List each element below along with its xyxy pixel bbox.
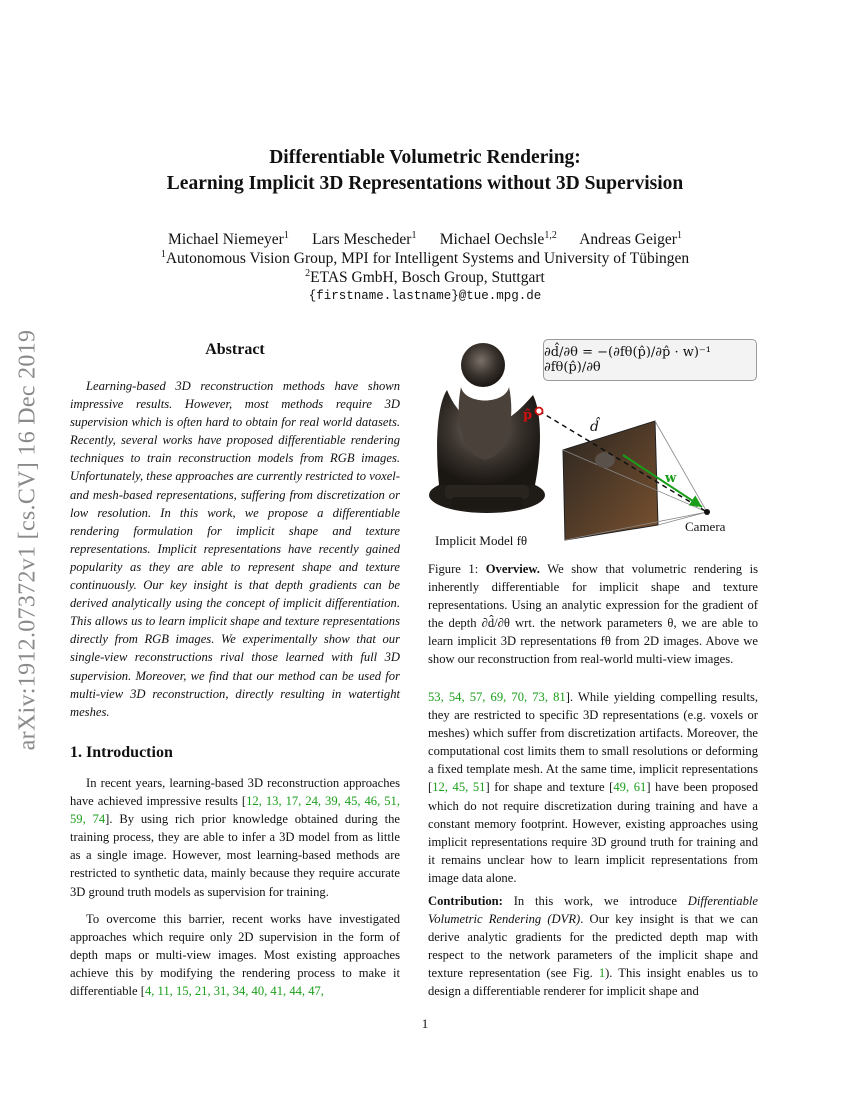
author-name: Lars Mescheder	[312, 231, 412, 249]
affiliation-text: ETAS GmbH, Bosch Group, Stuttgart	[310, 269, 545, 287]
intro-paragraph-1	[70, 774, 400, 901]
citation-link[interactable]: 53, 54, 57, 69, 70, 73, 81	[428, 690, 566, 704]
author-affil-sup: 1	[283, 230, 289, 241]
label-point-p: p̂	[523, 408, 533, 423]
statue-model	[429, 343, 545, 513]
author-name: Andreas Geiger	[579, 231, 677, 249]
affiliation-sup: 2	[305, 268, 311, 279]
camera-center-dot	[704, 509, 710, 515]
equation-text: ∂d̂/∂θ = −(∂fθ(p̂)/∂p̂ · w)⁻¹ ∂fθ(p̂)/∂θ	[544, 345, 712, 375]
paragraph-heading: Contribution:	[428, 894, 503, 908]
citation-link[interactable]: 49, 61	[613, 780, 647, 795]
intro-text: ]. By using rich prior knowledge obtained during the training process, they are able to infer a 3D model from as little as a single image. However, most learning-based methods are restricted to synthetic data, mainly because they require accurate 3D ground truth models as supervision for training.	[70, 812, 400, 899]
body-text: ] for shape and texture [	[485, 780, 614, 795]
surface-point-marker	[536, 408, 543, 415]
paper-title-line-2: Learning Implicit 3D Representations without 3D Supervision	[166, 173, 684, 194]
figure-reference-link[interactable]: 1	[598, 966, 606, 981]
figure-1-caption	[428, 560, 758, 669]
body-text: ] have been proposed which do not require discretization during training and have a constant memory footprint. However, existing approaches using implicit representations require 3D ground truth for training and it remains unclear how to learn implicit representations from image data alone.	[428, 780, 759, 885]
citation-link[interactable]: 4, 11, 15, 21, 31, 34, 40, 41, 44, 47,	[144, 984, 324, 999]
arxiv-sidebar-stamp	[6, 290, 50, 790]
right-column-paragraph-1	[428, 688, 758, 887]
caption-title: Overview.	[485, 562, 540, 576]
author-name: Michael Oechsle	[439, 231, 545, 249]
label-implicit-model: Implicit Model fθ	[435, 533, 528, 548]
body-text: In this work, we introduce	[513, 894, 677, 908]
contribution-paragraph	[428, 892, 758, 1001]
label-depth-d: d̂	[590, 419, 599, 435]
intro-text: In recent years, learning-based 3D reconstruction approaches have achieved impressive results [	[70, 776, 400, 809]
arxiv-identifier: arXiv:1912.07372v1 [cs.CV] 16 Dec 2019	[14, 329, 41, 751]
author-affil-sup: 1,2	[544, 230, 557, 241]
affiliation-text: Autonomous Vision Group, MPI for Intelligent Systems and University of Tübingen	[165, 250, 690, 268]
depth-gradient-equation	[543, 339, 757, 381]
body-text: . Our key insight is that we can derive analytic gradients for the predicted depth map with respect to the network parameters of the implicit shape and texture representation (see Fig.	[428, 912, 758, 981]
section-heading-introduction: 1. Introduction	[70, 744, 173, 761]
intro-paragraph-2	[70, 910, 400, 1000]
caption-prefix: Figure 1:	[428, 562, 479, 576]
caption-text: We show that volumetric rendering is inherently differentiable for implicit shape and texture representations. Using an analytic expression for the gradient of the depth ∂d̂/∂θ wrt. the network parameters θ, we are able to learn implicit 3D representations fθ from 2D images. Above we show our reconstruction from real-world multi-view images.	[428, 562, 758, 667]
intro-text: To overcome this barrier, recent works have investigated approaches which require only 2D supervision in the form of depth maps or multi-view images. Most existing approaches achieve this by modifying the rendering process to make it differentiable [	[70, 912, 400, 999]
author-affil-sup: 1	[676, 230, 682, 241]
page-number: 1	[421, 1016, 429, 1031]
method-name: Differentiable Volumetric Rendering (DVR)	[428, 894, 758, 927]
abstract-heading: Abstract	[205, 341, 265, 358]
contact-email: {firstname.lastname}@tue.mpg.de	[308, 289, 542, 303]
label-ray-w: w	[665, 471, 677, 486]
author-name: Michael Niemeyer	[168, 231, 284, 249]
citation-link[interactable]: 12, 13, 17, 24, 39, 45, 46, 51, 59, 74	[70, 794, 400, 827]
label-camera: Camera	[685, 519, 726, 534]
body-text: ]. While yielding compelling results, they are restricted to specific 3D representations (e.g. voxels or meshes) which suffer from discretization artifacts. Moreover, the computational cost limits them to small resolutions or deforming a fixed template mesh. At the same time, implicit representations [	[428, 690, 758, 795]
affiliation-2	[0, 264, 850, 288]
affiliation-sup: 1	[160, 249, 166, 260]
author-affil-sup: 1	[411, 230, 417, 241]
citation-link[interactable]: 12, 45, 51	[432, 780, 486, 795]
body-text: ). This insight enables us to design a differentiable renderer for implicit shape and	[428, 966, 759, 999]
paper-title-line-1: Differentiable Volumetric Rendering:	[269, 147, 581, 168]
abstract-body: Learning-based 3D reconstruction methods have shown impressive results. However, most methods require 3D supervision which is often hard to obtain for real world datasets. Recently, several works have proposed differentiable rendering techniques to train reconstruction models from RGB images. Unfortunately, these approaches are currently restricted to voxel- and mesh-based representations, suffering from discretization or low resolution. In this work, we propose a differentiable rendering formulation for implicit shape and texture representations. Implicit representations have recently gained popularity as they are able to represent shape and texture continuously. Our key insight is that depth gradients can be derived analytically using the concept of implicit differentiation. This allows us to learn implicit shape and texture representations directly from RGB images. We experimentally show that our single-view reconstructions rival those learned with full 3D supervision. Moreover, we find that our method can be used for multi-view 3D reconstruction, directly resulting in watertight meshes.	[70, 379, 400, 719]
